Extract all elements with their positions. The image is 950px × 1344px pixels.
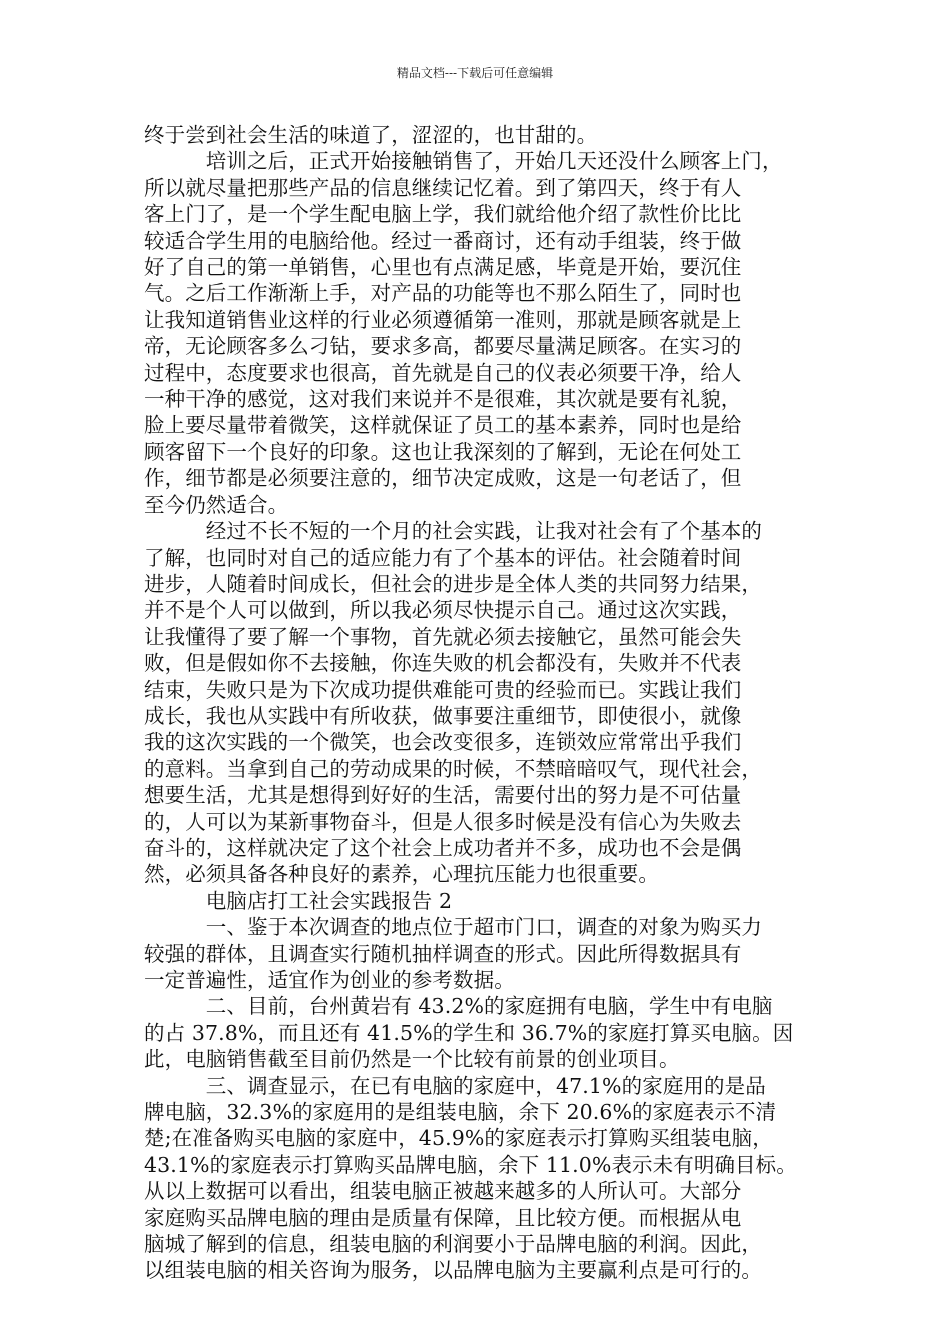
text-line: 的占 37.8%，而且还有 41.5%的学生和 36.7%的家庭打算买电脑。因 [144,1020,794,1045]
text-line: 家庭购买品牌电脑的理由是质量有保障，且比较方便。而根据从电 [144,1205,742,1230]
text-line: 成长，我也从实践中有所收获，做事要注重细节，即使很小，就像 [144,703,742,728]
text-line: 然，必须具备各种良好的素养，心理抗压能力也很重要。 [144,862,659,887]
text-line: 经过不长不短的一个月的社会实践，让我对社会有了个基本的 [144,519,762,544]
text-line: 二、目前，台州黄岩有 43.2%的家庭拥有电脑，学生中有电脑 [144,994,773,1019]
text-line: 至今仍然适合。 [144,492,289,517]
text-line: 想要生活，尤其是想得到好好的生活，需要付出的努力是不可估量 [144,783,742,808]
text-line: 一、鉴于本次调查的地点位于超市门口，调查的对象为购买力 [144,915,762,940]
text-line: 一定普遍性，适宜作为创业的参考数据。 [144,968,515,992]
text-line: 的，人可以为某新事物奋斗，但是人很多时候是没有信心为失败去 [144,809,742,834]
text-line: 让我知道销售业这样的行业必须遵循第一准则，那就是顾客就是上 [144,307,742,332]
text-line: 楚;在准备购买电脑的家庭中，45.9%的家庭表示打算购买组装电脑， [144,1126,773,1151]
text-line: 一种干净的感觉，这对我们来说并不是很难，其次就是要有礼貌， [144,387,742,412]
text-line: 顾客留下一个良好的印象。这也让我深刻的了解到，无论在何处工 [144,439,742,464]
text-line: 较强的群体，且调查实行随机抽样调查的形式。因此所得数据具有 [144,941,742,966]
text-line: 脑城了解到的信息，组装电脑的利润要小于品牌电脑的利润。因此， [144,1232,762,1257]
text-line: 气。之后工作渐渐上手，对产品的功能等也不那么陌生了，同时也 [144,281,742,306]
text-line: 作，细节都是必须要注意的，细节决定成败，这是一句老话了，但 [144,466,742,491]
text-line: 牌电脑，32.3%的家庭用的是组装电脑，余下 20.6%的家庭表示不清 [144,1100,777,1125]
text-line: 培训之后，正式开始接触销售了，开始几天还没什么顾客上门， [144,149,783,174]
text-line: 的意料。当拿到自己的劳动成果的时候，不禁暗暗叹气，现代社会， [144,756,762,781]
text-line: 以组装电脑的相关咨询为服务，以品牌电脑为主要赢利点是可行的。 [144,1258,762,1283]
text-line: 结束，失败只是为下次成功提供难能可贵的经验而已。实践让我们 [144,677,742,702]
text-line: 好了自己的第一单销售，心里也有点满足感，毕竟是开始，要沉住 [144,255,742,280]
text-line: 从以上数据可以看出，组装电脑正被越来越多的人所认可。大部分 [144,1179,742,1204]
text-line: 此，电脑销售截至目前仍然是一个比较有前景的创业项目。 [144,1047,680,1072]
text-line: 脸上要尽量带着微笑，这样就保证了员工的基本素养，同时也是给 [144,413,742,438]
text-line: 让我懂得了要了解一个事物，首先就必须去接触它，虽然可能会失 [144,624,742,649]
text-line: 终于尝到社会生活的味道了，涩涩的，也甘甜的。 [144,123,598,147]
text-line: 三、调查显示，在已有电脑的家庭中，47.1%的家庭用的是品 [144,1073,766,1098]
text-line: 43.1%的家庭表示打算购买品牌电脑，余下 11.0%表示未有明确目标。 [144,1152,797,1177]
page-header: 精品文档---下载后可任意编辑 [396,66,554,80]
text-line: 我的这次实践的一个微笑，也会改变很多，连锁效应常常出乎我们 [144,730,742,755]
text-line: 所以就尽量把那些产品的信息继续记忆着。到了第四天，终于有人 [144,175,742,200]
text-line: 电脑店打工社会实践报告 2 [144,888,453,913]
text-line: 奋斗的，这样就决定了这个社会上成功者并不多，成功也不会是偶 [144,835,742,860]
text-line: 帝，无论顾客多么刁钻，要求多高，都要尽量满足顾客。在实习的 [144,334,742,359]
text-line: 较适合学生用的电脑给他。经过一番商讨，还有动手组装，终于做 [144,228,742,253]
text-line: 并不是个人可以做到，所以我必须尽快提示自己。通过这次实践， [144,598,742,623]
text-line: 过程中，态度要求也很高，首先就是自己的仪表必须要干净，给人 [144,360,742,385]
text-line: 败，但是假如你不去接触，你连失败的机会都没有，失败并不代表 [144,651,742,676]
text-line: 了解，也同时对自己的适应能力有了个基本的评估。社会随着时间 [144,545,742,570]
text-line: 客上门了，是一个学生配电脑上学，我们就给他介绍了款性价比比 [144,202,742,227]
text-line: 进步，人随着时间成长，但社会的进步是全体人类的共同努力结果， [144,571,762,596]
document-body [144,122,824,1284]
